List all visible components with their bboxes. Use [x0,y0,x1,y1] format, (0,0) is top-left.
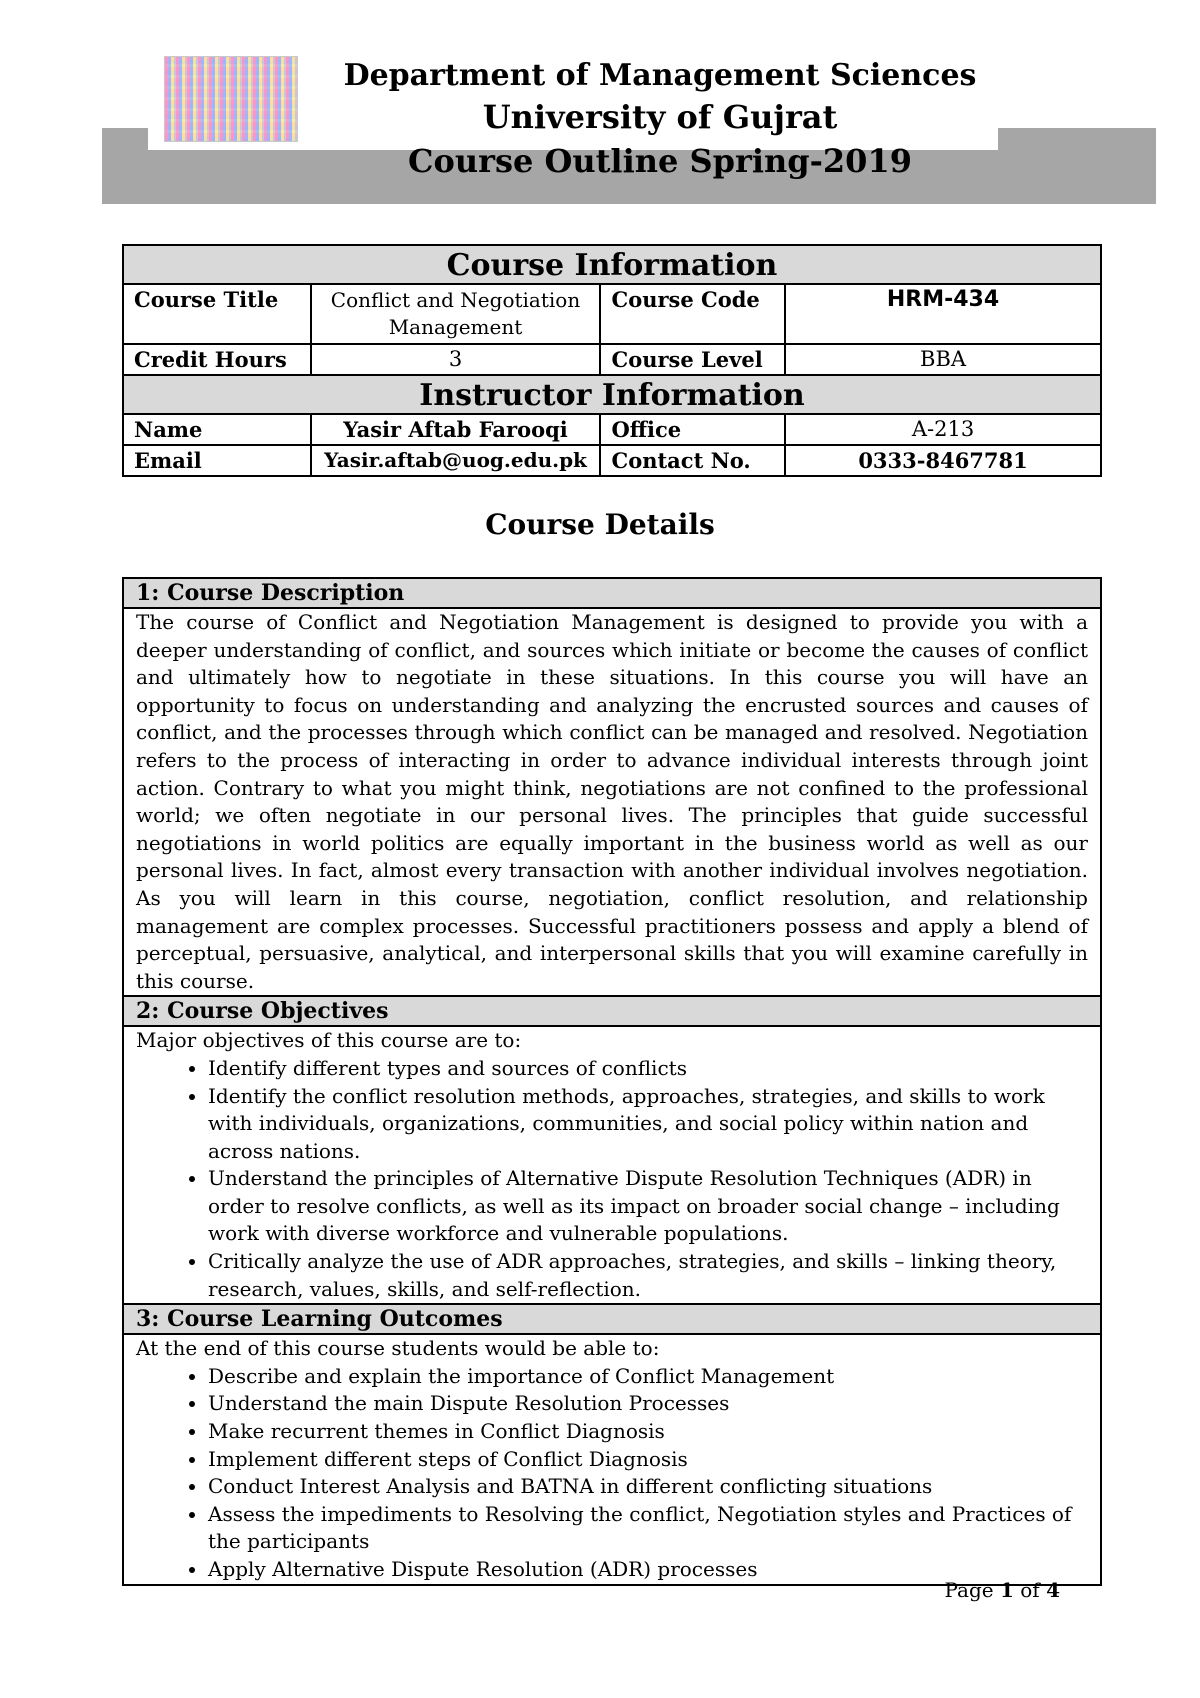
course-objectives-cell [123,1026,1101,1304]
list-item: • Identify the conflict resolution methods, approaches, strategies, and skills to work with individuals, organizations, communities, and social policy within nation and across nations. [208,1083,1088,1166]
list-item: • Identify different types and sources of conflicts [208,1055,1088,1083]
course-title-value: Conflict and Negotiation Management [311,284,601,344]
learning-outcomes-heading: 3: Course Learning Outcomes [123,1304,1101,1334]
course-details-title: Course Details [485,508,715,541]
department-title: Department of Management Sciences [343,58,977,93]
list-item: • Make recurrent themes in Conflict Diagnosis [208,1418,1088,1446]
course-description-text: The course of Conflict and Negotiation Management is designed to provide you with a deeper understanding of conflict, and sources which initiate or become the causes of conflict and ultimately how to negotiate in these situations. In this course you will have an opportunity to focus on understanding and analyzing the encrusted sources and causes of conflict, and the processes through which conflict can be managed and resolved. Negotiation refers to the process of interacting in order to advance individual interests through joint action. Contrary to what you might think, negotiations are not confined to the professional world; we often negotiate in our personal lives. The principles that guide successful negotiations in world politics are equally important in the business world as well as our personal lives. In fact, almost every transaction with another individual involves negotiation. As you will learn in this course, negotiation, conflict resolution, and relationship management are complex processes. Successful practitioners possess and apply a blend of perceptual, persuasive, analytical, and interpersonal skills that you will examine carefully in this course. [123,608,1101,996]
contact-label: Contact No. [600,445,785,476]
outcomes-intro: At the end of this course students would be able to: [136,1336,660,1361]
of-word: of [1020,1578,1040,1602]
credit-hours-value: 3 [311,344,601,375]
email-value[interactable]: Yasir.aftab@uog.edu.pk [311,445,601,476]
course-level-label: Course Level [600,344,785,375]
contact-value: 0333-8467781 [785,445,1101,476]
list-item: • Understand the main Dispute Resolution Processes [208,1390,1088,1418]
email-label: Email [123,445,311,476]
course-code-value: HRM-434 [785,284,1101,344]
course-objectives-heading: 2: Course Objectives [123,996,1101,1026]
list-item: • Apply Alternative Dispute Resolution (ADR) processes [208,1556,1088,1584]
course-outline-title: Course Outline Spring-2019 [408,142,912,180]
course-description-heading: 1: Course Description [123,578,1101,608]
outcomes-list [136,1363,1088,1584]
list-item: • Conduct Interest Analysis and BATNA in different conflicting situations [208,1473,1088,1501]
page-number [900,1578,1060,1602]
list-item: • Describe and explain the importance of Conflict Management [208,1363,1088,1391]
course-code-label: Course Code [600,284,785,344]
objectives-intro: Major objectives of this course are to: [136,1028,522,1053]
learning-outcomes-cell [123,1334,1101,1584]
course-details-table [122,577,1102,1586]
university-title: University of Gujrat [482,98,838,136]
objectives-list [136,1055,1088,1303]
course-info-table [122,244,1102,477]
name-label: Name [123,414,311,445]
name-value: Yasir Aftab Farooqi [311,414,601,445]
list-item: • Critically analyze the use of ADR approaches, strategies, and skills – linking theory, research, values, skills, and self-reflection. [208,1248,1088,1303]
office-value: A-213 [785,414,1101,445]
course-level-value: BBA [785,344,1101,375]
course-information-heading: Course Information [123,245,1101,284]
page-total: 4 [1046,1578,1060,1602]
instructor-information-heading: Instructor Information [123,375,1101,414]
list-item: • Understand the principles of Alternative Dispute Resolution Techniques (ADR) in order to resolve conflicts, as well as its impact on broader social change – including work with diverse workforce and vulnerable populations. [208,1165,1088,1248]
course-title-label: Course Title [123,284,311,344]
page-word: Page [944,1578,994,1602]
list-item: • Assess the impediments to Resolving the conflict, Negotiation styles and Practices of the participants [208,1501,1088,1556]
office-label: Office [600,414,785,445]
page-current: 1 [999,1578,1014,1602]
list-item: • Implement different steps of Conflict Diagnosis [208,1446,1088,1474]
credit-hours-label: Credit Hours [123,344,311,375]
